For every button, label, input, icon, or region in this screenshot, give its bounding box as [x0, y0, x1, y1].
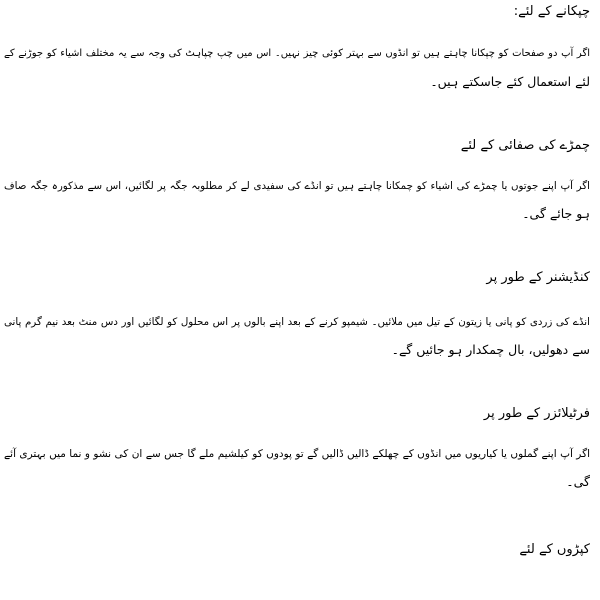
section-heading-fertilizer: فرٹیلائزر کے طور پر — [483, 406, 590, 421]
paragraph-line: لئے استعمال کئے جاسکتے ہیں۔ — [430, 74, 590, 89]
section-paragraph-fertilizer — [4, 440, 590, 496]
section-paragraph-leather-cleaning — [4, 172, 590, 228]
section-heading-clothes: کپڑوں کے لئے — [519, 542, 590, 557]
paragraph-line: سے دھولیں، بال چمکدار ہو جائیں گے۔ — [391, 342, 590, 357]
section-heading-gluing: چپکانے کے لئے: — [513, 4, 590, 19]
section-paragraph-conditioner — [4, 308, 590, 364]
section-heading-conditioner: کنڈیشنر کے طور پر — [486, 270, 590, 285]
paragraph-line: اگر آپ اپنے گملوں یا کیاریوں میں انڈوں کے چھلکے ڈالیں ڈالیں گے تو پودوں کو کیلشیم ملے گا جس سے ان کی نشو و نما میں بہتری آئے — [4, 448, 590, 460]
paragraph-line: ہو جائے گی۔ — [522, 206, 590, 221]
paragraph-line: انڈے کی زردی کو پانی یا زیتون کے تیل میں ملائیں۔ شیمپو کرنے کے بعد اپنے بالوں پر اس محلول کو لگائیں اور دس منٹ بعد نیم گرم پانی — [4, 316, 590, 328]
paragraph-line: اگر آپ اپنے جوتوں یا چمڑے کی اشیاء کو چمکانا چاہتے ہیں تو انڈے کی سفیدی لے کر مطلوبہ جگہ پر لگائیں، اس سے مذکورہ جگہ صاف — [4, 180, 590, 192]
section-paragraph-gluing — [4, 40, 590, 96]
paragraph-line: اگر آپ دو صفحات کو چپکانا چاہتے ہیں تو انڈوں سے بہتر کوئی چیز نہیں۔ اس میں چپ چپاہٹ کی وجہ سے یہ مختلف اشیاء کو جوڑنے کے — [4, 48, 590, 59]
section-heading-leather-cleaning: چمڑے کی صفائی کے لئے — [460, 138, 590, 153]
paragraph-line: گی۔ — [566, 474, 590, 489]
